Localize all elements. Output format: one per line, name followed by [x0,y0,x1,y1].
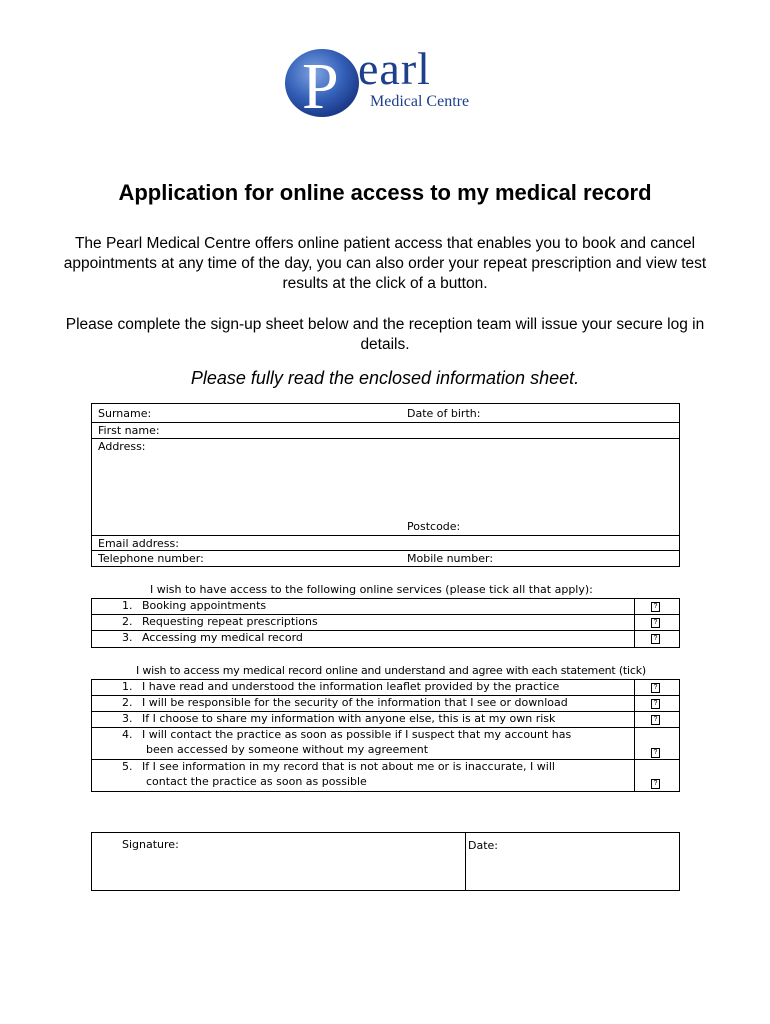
logo-word: earl [358,43,431,94]
intro-paragraph: The Pearl Medical Centre offers online patient access that enables you to book and cancel appointments at any time of the day, you can also order your repeat prescription and view test results at the click of a button. [63,235,707,292]
service-medical-record-label: Accessing my medical record [142,631,303,644]
date-of-birth-label: Date of birth: [407,407,481,420]
surname-field[interactable] [162,404,392,422]
agreement-checkbox[interactable]: ? [651,715,660,725]
first-name-field[interactable] [172,423,677,438]
agreement-number: 5. [122,760,133,773]
email-field[interactable] [187,536,677,550]
service-medical-record-checkbox[interactable]: ? [651,634,660,644]
signature-table [91,832,680,891]
mobile-field[interactable] [502,551,677,565]
page-title: Application for online access to my medical record [118,180,652,205]
signature-label: Signature: [122,838,179,851]
instructions-paragraph: Please complete the sign-up sheet below and the reception team will issue your secure log in details. [65,316,705,353]
agreement-statement: I have read and understood the information leaflet provided by the practice [142,680,560,693]
service-booking-checkbox[interactable]: ? [651,602,660,612]
date-label: Date: [468,839,498,852]
agreement-statement: I will be responsible for the security of the information that I see or download [142,696,568,709]
agreement-row [92,712,679,727]
service-prescriptions-label: Requesting repeat prescriptions [142,615,318,628]
agreement-statement-continued: contact the practice as soon as possible [146,775,367,788]
agreement-statement: If I see information in my record that is not about me or is inaccurate, I will [142,760,555,773]
information-sheet-note: Please fully read the enclosed information sheet. [190,368,580,388]
logo-initial: P [302,50,339,120]
date-of-birth-field[interactable] [487,404,677,422]
agreement-number: 2. [122,696,133,709]
service-row [92,599,679,614]
agreement-row [92,728,679,759]
agreement-checkbox[interactable]: ? [651,683,660,693]
signature-field[interactable] [92,833,464,890]
pearl-logo [280,40,530,120]
service-row [92,615,679,630]
agreement-checkbox[interactable]: ? [651,779,660,789]
agreement-statement: If I choose to share my information with anyone else, this is at my own risk [142,712,556,725]
agreement-row [92,760,679,791]
email-label: Email address: [98,537,179,550]
surname-label: Surname: [98,407,152,420]
address-label: Address: [98,440,146,453]
service-number: 1. [122,599,133,612]
agreement-checkbox[interactable]: ? [651,699,660,709]
agreement-caption: I wish to access my medical record online and understand and agree with each statement (tick) [136,664,646,677]
address-field[interactable] [162,439,397,534]
agreement-number: 3. [122,712,133,725]
service-number: 2. [122,615,133,628]
agreement-statement-continued: been accessed by someone without my agreement [146,743,429,756]
logo-subtitle: Medical Centre [370,93,470,110]
mobile-label: Mobile number: [407,552,494,565]
service-booking-label: Booking appointments [142,599,267,612]
date-field[interactable] [466,833,678,890]
agreement-table [91,679,680,792]
services-table [91,598,680,648]
first-name-label: First name: [98,424,160,437]
postcode-field[interactable] [467,516,677,534]
agreement-row [92,680,679,695]
services-caption: I wish to have access to the following online services (please tick all that apply): [150,583,593,596]
telephone-field[interactable] [217,551,402,565]
agreement-statement: I will contact the practice as soon as possible if I suspect that my account has [142,728,572,741]
telephone-label: Telephone number: [98,552,204,565]
service-row [92,631,679,646]
agreement-number: 1. [122,680,133,693]
agreement-number: 4. [122,728,133,741]
service-number: 3. [122,631,133,644]
personal-details-table [91,403,680,567]
agreement-checkbox[interactable]: ? [651,748,660,758]
postcode-label: Postcode: [407,520,461,533]
agreement-row [92,696,679,711]
service-prescriptions-checkbox[interactable]: ? [651,618,660,628]
